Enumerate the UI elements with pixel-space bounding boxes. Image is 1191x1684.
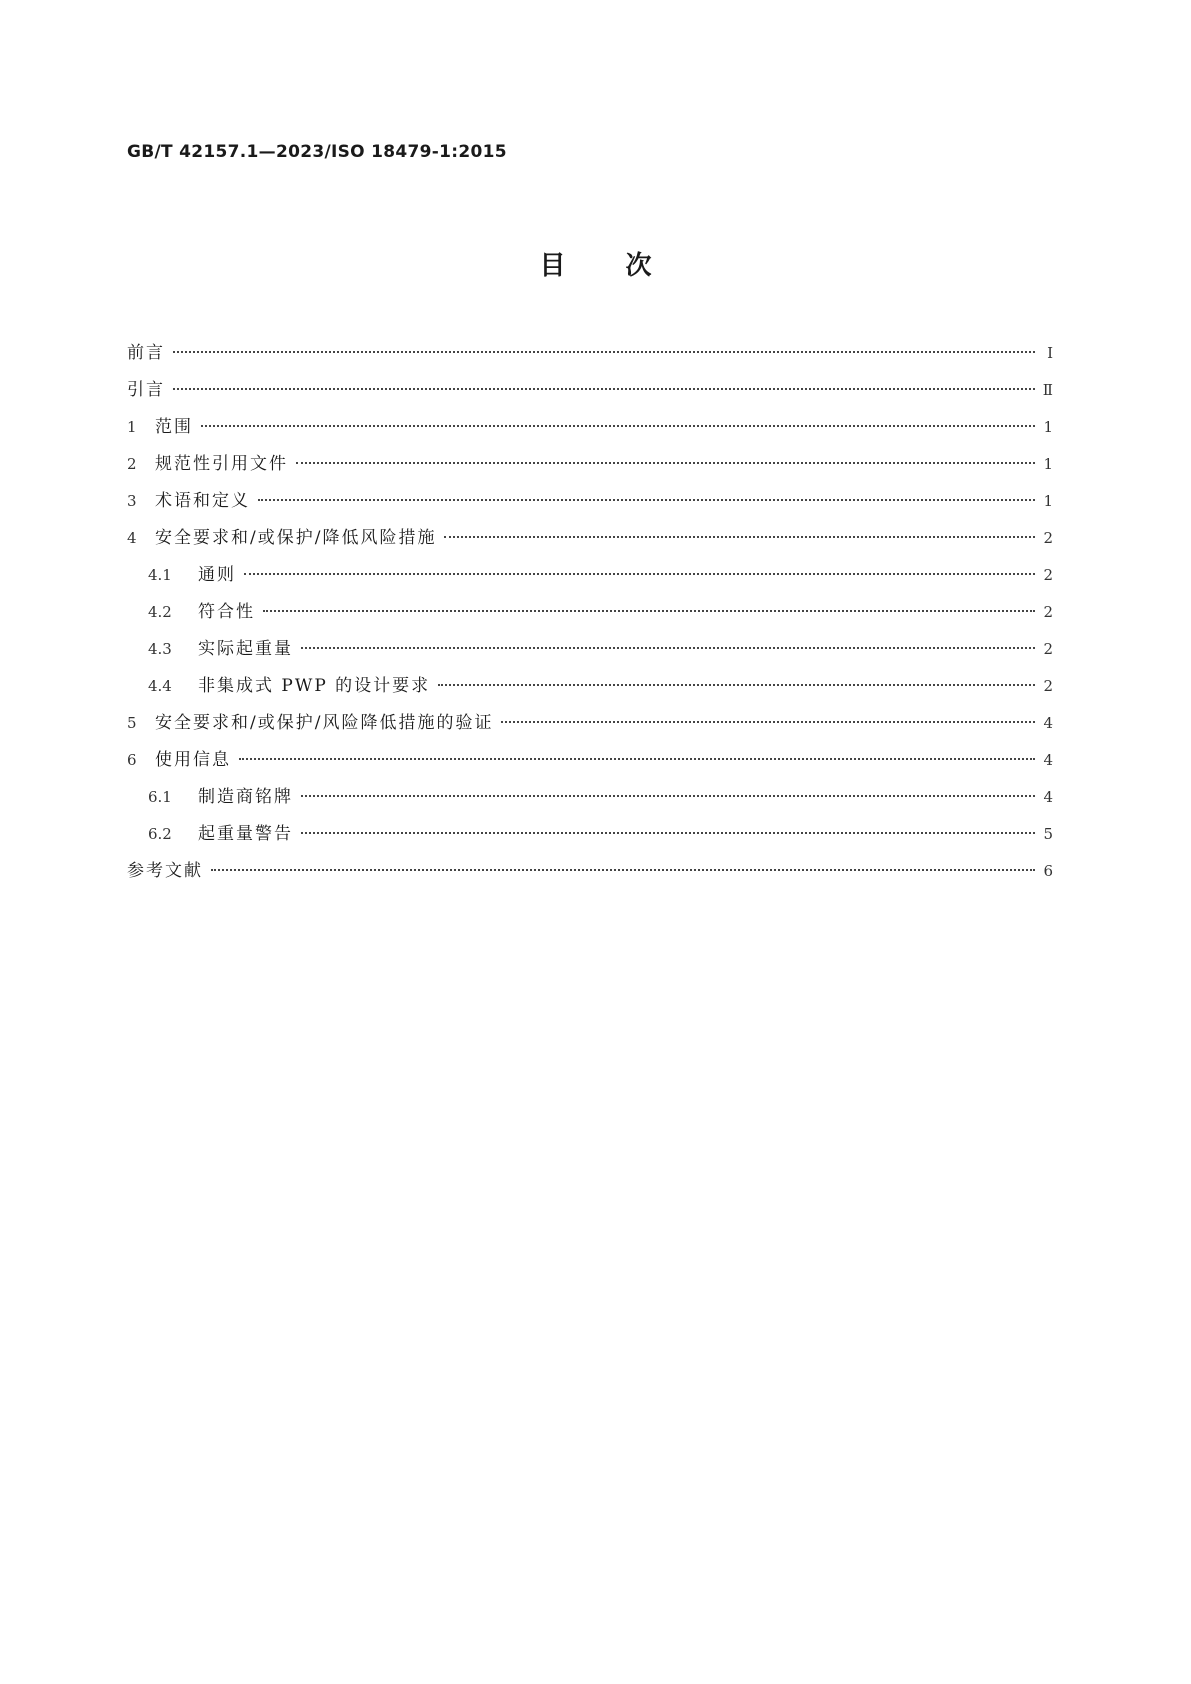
toc-entry-general[interactable] bbox=[127, 565, 1053, 602]
toc-entry-conformity[interactable] bbox=[127, 602, 1053, 639]
toc-entry-label: 术语和定义 bbox=[155, 491, 250, 511]
toc-leader-dots bbox=[173, 351, 1035, 353]
toc-entry-number: 2 bbox=[127, 455, 137, 473]
toc-entry-label: 安全要求和/或保护/降低风险措施 bbox=[155, 528, 437, 548]
toc-entry-page: 1 bbox=[1043, 492, 1053, 510]
toc-entry-page: 2 bbox=[1043, 640, 1053, 658]
toc-entry-label: 非集成式 PWP 的设计要求 bbox=[198, 676, 431, 696]
toc-leader-dots bbox=[211, 869, 1035, 871]
toc-entry-label: 安全要求和/或保护/风险降低措施的验证 bbox=[155, 713, 494, 733]
toc-entry-page: 2 bbox=[1043, 529, 1053, 547]
toc-entry-terms-definitions[interactable] bbox=[127, 491, 1053, 528]
toc-entry-page: 4 bbox=[1043, 751, 1053, 769]
toc-leader-dots bbox=[444, 536, 1035, 538]
toc-entry-bibliography[interactable] bbox=[127, 861, 1053, 898]
toc-entry-verification[interactable] bbox=[127, 713, 1053, 750]
table-of-contents bbox=[127, 343, 1053, 898]
toc-entry-label: 通则 bbox=[198, 565, 236, 585]
document-code: GB/T 42157.1—2023/ISO 18479-1:2015 bbox=[127, 142, 507, 162]
toc-entry-page: 2 bbox=[1043, 603, 1053, 621]
toc-leader-dots bbox=[263, 610, 1035, 612]
toc-entry-number: 3 bbox=[127, 492, 137, 510]
toc-entry-page: 1 bbox=[1043, 455, 1053, 473]
toc-entry-number: 4 bbox=[127, 529, 137, 547]
toc-entry-page: Ⅰ bbox=[1047, 344, 1053, 362]
toc-leader-dots bbox=[244, 573, 1035, 575]
toc-entry-introduction[interactable] bbox=[127, 380, 1053, 417]
toc-entry-number: 6.1 bbox=[148, 788, 172, 806]
toc-entry-capacity-warning[interactable] bbox=[127, 824, 1053, 861]
toc-entry-page: 4 bbox=[1043, 788, 1053, 806]
toc-leader-dots bbox=[258, 499, 1035, 501]
toc-entry-page: 4 bbox=[1043, 714, 1053, 732]
toc-entry-number: 6 bbox=[127, 751, 137, 769]
toc-leader-dots bbox=[301, 795, 1035, 797]
toc-entry-page: 6 bbox=[1043, 862, 1053, 880]
toc-entry-page: Ⅱ bbox=[1042, 381, 1053, 399]
toc-leader-dots bbox=[301, 832, 1035, 834]
toc-title: 目次 bbox=[539, 251, 712, 281]
toc-entry-manufacturer-plate[interactable] bbox=[127, 787, 1053, 824]
toc-entry-label: 前言 bbox=[127, 343, 165, 363]
toc-leader-dots bbox=[173, 388, 1035, 390]
toc-entry-label: 实际起重量 bbox=[198, 639, 293, 659]
toc-entry-number: 5 bbox=[127, 714, 137, 732]
toc-leader-dots bbox=[301, 647, 1035, 649]
toc-entry-page: 2 bbox=[1043, 677, 1053, 695]
toc-entry-number: 1 bbox=[127, 418, 137, 436]
toc-leader-dots bbox=[296, 462, 1035, 464]
toc-entry-label: 制造商铭牌 bbox=[198, 787, 293, 807]
toc-entry-normative-references[interactable] bbox=[127, 454, 1053, 491]
toc-leader-dots bbox=[501, 721, 1035, 723]
toc-entry-label: 符合性 bbox=[198, 602, 255, 622]
toc-entry-label: 参考文献 bbox=[127, 861, 203, 881]
toc-leader-dots bbox=[239, 758, 1035, 760]
toc-entry-label: 使用信息 bbox=[155, 750, 231, 770]
toc-entry-page: 1 bbox=[1043, 418, 1053, 436]
toc-entry-number: 4.3 bbox=[148, 640, 172, 658]
toc-entry-information-for-use[interactable] bbox=[127, 750, 1053, 787]
toc-entry-page: 2 bbox=[1043, 566, 1053, 584]
toc-entry-label: 规范性引用文件 bbox=[155, 454, 288, 474]
toc-entry-label: 范围 bbox=[155, 417, 193, 437]
toc-leader-dots bbox=[438, 684, 1035, 686]
toc-entry-number: 4.2 bbox=[148, 603, 172, 621]
toc-entry-number: 4.4 bbox=[148, 677, 172, 695]
toc-entry-non-integrated-pwp[interactable] bbox=[127, 676, 1053, 713]
toc-entry-label: 起重量警告 bbox=[198, 824, 293, 844]
toc-entry-label: 引言 bbox=[127, 380, 165, 400]
toc-leader-dots bbox=[201, 425, 1035, 427]
toc-entry-number: 6.2 bbox=[148, 825, 172, 843]
toc-entry-safety-requirements[interactable] bbox=[127, 528, 1053, 565]
toc-entry-page: 5 bbox=[1043, 825, 1053, 843]
toc-entry-foreword[interactable] bbox=[127, 343, 1053, 380]
toc-entry-number: 4.1 bbox=[148, 566, 172, 584]
toc-entry-scope[interactable] bbox=[127, 417, 1053, 454]
toc-entry-actual-capacity[interactable] bbox=[127, 639, 1053, 676]
